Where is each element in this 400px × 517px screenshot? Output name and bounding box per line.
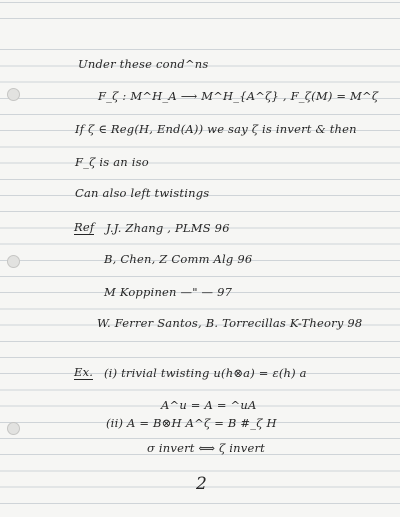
note-line: Can also left twistings xyxy=(75,186,210,200)
example-line: σ invert ⟺ ζ invert xyxy=(147,441,266,455)
binder-hole xyxy=(7,88,20,101)
example-line: A^u = A = ^uA xyxy=(161,398,257,412)
binder-hole xyxy=(7,422,20,435)
reference-line: M Koppinen —" — 97 xyxy=(104,285,233,299)
note-line: Under these cond^ns xyxy=(78,57,209,71)
example-line: (ii) A = B⊗H A^ζ = B #_ζ H xyxy=(106,416,277,430)
reference-line: J.J. Zhang , PLMS 96 xyxy=(106,221,230,235)
note-line: F_ζ : M^H_A ⟶ M^H_{A^ζ} , F_ζ(M) = M^ζ xyxy=(98,89,379,103)
note-line: F_ζ is an iso xyxy=(75,155,149,169)
reference-line: B, Chen, Z Comm Alg 96 xyxy=(104,252,253,266)
example-line: (i) trivial twisting u(h⊗a) = ε(h) a xyxy=(104,366,307,380)
reference-line: W. Ferrer Santos, B. Torrecillas K-Theory 98 xyxy=(97,316,363,330)
page-number: 2 xyxy=(196,474,207,494)
note-line: If ζ ∈ Reg(H, End(A)) we say ζ is invert & then xyxy=(75,122,357,136)
example-label: Ex. xyxy=(74,365,94,379)
binder-hole xyxy=(7,255,20,268)
ref-label: Ref xyxy=(74,220,95,234)
